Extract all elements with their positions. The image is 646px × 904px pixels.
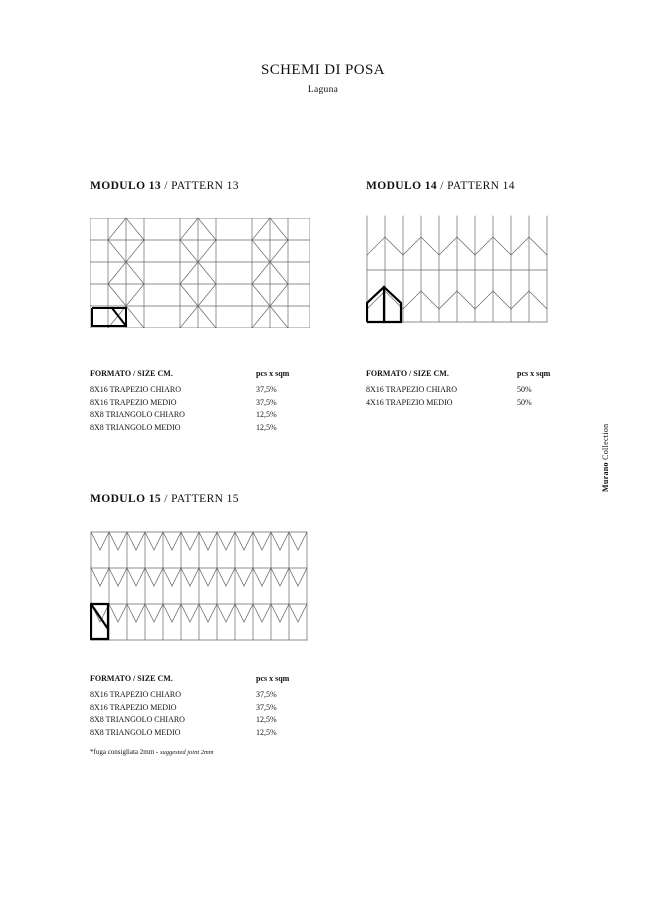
pattern-line [136,532,145,550]
table-row [90,715,289,728]
module-14-spec-table [366,369,550,410]
pattern-line [270,240,288,262]
pattern-line [181,604,190,622]
pattern-line [198,284,216,306]
format-cell: 4X16 TRAPEZIO MEDIO [366,397,453,407]
format-column-header: FORMATO / SIZE CM. [90,674,173,683]
pattern-line [235,604,244,622]
pattern-line [118,568,127,586]
collection-brand [601,424,610,492]
pattern-line [367,237,385,255]
format-cell: 8X16 TRAPEZIO CHIARO [366,385,457,394]
pcs-cell: 37,5% [256,690,277,699]
pattern-line [244,568,253,586]
pattern-line [403,291,421,309]
pcs-column-header: pcs x sqm [517,369,551,378]
module-13-pattern: / PATTERN 13 [164,180,239,192]
pcs-cell: 37,5% [256,702,277,712]
pcs-column-header: pcs x sqm [256,369,290,378]
table-row [90,423,289,436]
format-column-header: FORMATO / SIZE CM. [366,369,449,378]
pattern-line [126,284,144,306]
pattern-line [180,240,198,262]
format-cell: 8X8 TRIANGOLO MEDIO [90,422,181,432]
format-column-header: FORMATO / SIZE CM. [90,369,173,378]
table-row [366,385,550,398]
pattern-line [226,568,235,586]
pattern-line [252,306,270,328]
format-cell: 8X8 TRIANGOLO MEDIO [90,727,181,737]
pattern-line [493,237,511,255]
pattern-line [270,262,288,284]
pattern-line [190,568,199,586]
pcs-cell: 50% [517,397,532,407]
pattern-line [136,604,145,622]
pattern-line [253,568,262,586]
pattern-line [253,604,262,622]
pattern-line [118,604,127,622]
pattern-line [180,262,198,284]
pattern-line [127,604,136,622]
pcs-cell: 50% [517,385,532,394]
pattern-13-diagram [90,218,310,328]
pattern-line [289,568,298,586]
pattern-line [280,604,289,622]
format-cell: 8X8 TRIANGOLO CHIARO [90,410,185,419]
module-13-title [90,180,239,192]
module-14-name: MODULO 14 [366,180,437,192]
format-cell: 8X16 TRAPEZIO MEDIO [90,702,177,712]
pattern-line [475,291,493,309]
pcs-cell: 12,5% [256,410,277,419]
module-13-spec-table [90,369,289,435]
pattern-line [289,604,298,622]
pattern-line [403,237,421,255]
pattern-line [217,532,226,550]
pattern-line [145,532,154,550]
brand-name-rest: Collection [601,423,610,463]
pattern-15-diagram [90,531,308,641]
pattern-line [109,568,118,586]
pattern-line [180,306,198,328]
pattern-line [457,291,475,309]
pattern-line [271,604,280,622]
table-row [90,410,289,423]
pattern-line [180,218,198,240]
pattern-line [457,237,475,255]
pcs-cell: 12,5% [256,727,277,737]
pattern-line [280,568,289,586]
pattern-line [262,532,271,550]
pattern-line [199,568,208,586]
pattern-line [172,568,181,586]
pattern-line [439,291,457,309]
pattern-line [145,568,154,586]
pattern-line [252,262,270,284]
pcs-cell: 37,5% [256,397,277,407]
pattern-line [511,291,529,309]
format-cell: 8X16 TRAPEZIO CHIARO [90,690,181,699]
pattern-line [199,532,208,550]
table-row [90,703,289,716]
pattern-line [208,532,217,550]
pattern-line [100,568,109,586]
pattern-line [181,568,190,586]
pattern-line [172,604,181,622]
joint-note-text: *fuga consigliata 2mm - [90,748,160,756]
page-title: SCHEMI DI POSA [261,62,385,78]
format-cell: 8X8 TRIANGOLO CHIARO [90,715,185,724]
pattern-line [163,568,172,586]
brand-name-bold: Murano [601,462,610,492]
module-15-pattern: / PATTERN 15 [164,493,239,505]
pattern-line [91,568,100,586]
pattern-line [235,568,244,586]
pattern-line [109,532,118,550]
pattern-line [163,532,172,550]
pattern-line [217,604,226,622]
pattern-line [208,604,217,622]
module-15-spec-table [90,674,289,740]
pattern-line [271,532,280,550]
pattern-line [108,262,126,284]
format-cell: 8X16 TRAPEZIO CHIARO [90,385,181,394]
pattern-line [280,532,289,550]
module-13-name: MODULO 13 [90,180,161,192]
pattern-line [253,532,262,550]
pattern-line [208,568,217,586]
pattern-line [198,240,216,262]
format-cell: 8X16 TRAPEZIO MEDIO [90,397,177,407]
page-subtitle: Laguna [307,85,339,95]
pattern-line [529,237,547,255]
pattern-line [529,291,547,309]
pattern-line [127,568,136,586]
pattern-line [439,237,457,255]
pattern-line [198,262,216,284]
pattern-line [226,604,235,622]
pattern-line [198,218,216,240]
module-15-title [90,493,239,505]
pattern-line [154,532,163,550]
pattern-line [126,218,144,240]
pattern-line [91,532,100,550]
pattern-line [252,218,270,240]
pattern-line [271,568,280,586]
pattern-line [154,568,163,586]
pcs-cell: 12,5% [256,715,277,724]
pattern-line [145,604,154,622]
pattern-line [298,568,307,586]
module-14-title [366,180,515,192]
pattern-line [217,568,226,586]
pattern-line [199,604,208,622]
pattern-line [289,532,298,550]
pattern-line [235,532,244,550]
pattern-line [126,240,144,262]
pattern-line [108,218,126,240]
pattern-line [252,240,270,262]
pattern-line [270,306,288,328]
pattern-line [198,306,216,328]
highlight-tile-line [91,604,108,629]
joint-note [90,748,213,756]
pattern-line [172,532,181,550]
pattern-line [190,532,199,550]
pattern-line [493,291,511,309]
table-row [90,728,289,741]
pattern-line [136,568,145,586]
pattern-line [244,604,253,622]
pattern-line [181,532,190,550]
pattern-line [190,604,199,622]
table-row [90,398,289,411]
pattern-line [127,532,136,550]
pattern-line [109,604,118,622]
pattern-line [118,532,127,550]
pattern-line [421,291,439,309]
module-14-pattern: / PATTERN 14 [440,180,515,192]
pattern-line [226,532,235,550]
pattern-line [100,532,109,550]
pattern-line [262,604,271,622]
pattern-line [126,262,144,284]
pattern-line [270,284,288,306]
pattern-line [270,218,288,240]
pattern-line [154,604,163,622]
pattern-line [252,284,270,306]
table-row [90,385,289,398]
module-15-name: MODULO 15 [90,493,161,505]
pattern-line [108,240,126,262]
pattern-line [511,237,529,255]
pattern-line [108,306,126,328]
pattern-line [262,568,271,586]
pcs-cell: 12,5% [256,422,277,432]
pattern-line [126,306,144,328]
pcs-cell: 37,5% [256,385,277,394]
pcs-column-header: pcs x sqm [256,674,290,683]
joint-note-italic: suggested joint 2mm [159,749,214,756]
pattern-line [385,237,403,255]
pattern-line [108,284,126,306]
pattern-line [244,532,253,550]
pattern-line [421,237,439,255]
pattern-line [163,604,172,622]
pattern-line [180,284,198,306]
table-row [90,690,289,703]
table-row [366,398,550,411]
highlight-tile-outline [92,308,126,326]
highlight-tile-line [112,308,126,326]
pattern-line [298,604,307,622]
pattern-14-diagram [366,215,548,325]
pattern-line [475,237,493,255]
pattern-line [298,532,307,550]
